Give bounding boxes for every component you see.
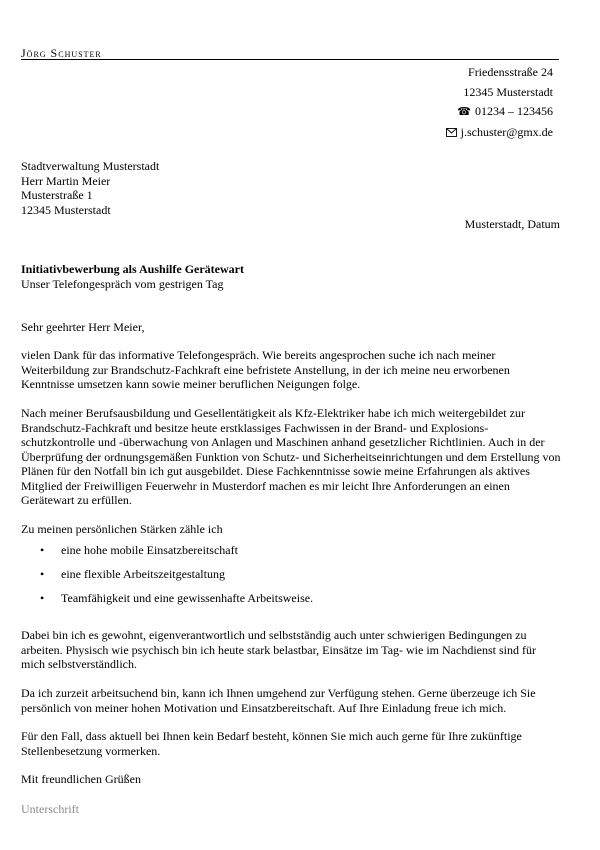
closing: Mit freundlichen Grüßen (21, 772, 141, 786)
recipient-street: Musterstraße 1 (21, 188, 93, 202)
list-item: • eine hohe mobile Einsatzbereitschaft (40, 543, 238, 557)
paragraph-future: Für den Fall, dass aktuell bei Ihnen kein Bedarf besteht, können Sie mich auch gerne für Ihre zukünftige Stellenbesetzung vormerken. (21, 729, 522, 758)
sender-email-line (446, 123, 553, 144)
sender-name: Jörg Schuster (21, 46, 102, 60)
strengths-intro: Zu meinen persönlichen Stärken zähle ich (21, 522, 223, 536)
paragraph-availability: Da ich zurzeit arbeitsuchend bin, kann ich Ihnen umgehend zur Verfügung stehen. Gerne überzeuge ich Sie persönlich von meiner hohen Motivation und Einsatzbereitschaft. Auf Ihre Einladung freue ich mich. (21, 686, 536, 715)
subject-reference: Unser Telefongespräch vom gestrigen Tag (21, 276, 224, 291)
bullet-icon: • (40, 543, 45, 557)
paragraph-qualifications: Nach meiner Berufsausbildung und Gesellentätigkeit als Kfz-Elektriker habe ich mich weitergebildet zur Brandschutz-Fachkraft und besitze heute erstklassiges Fachwissen in der Brand- und Explosions-schutzkontrolle und -überwachung von Anlagen und Maschinen anhand gesetzlicher Richtlinien. Auch in der Überprüfung der ordnungsgemäßen Funktion von Schutz- und Sicherheitseinrichtungen und dem Erstellung von Plänen für den Notfall bin ich gut ausgebildet. Diese Fachkenntnisse sowie meine Erfahrungen als aktives Mitglied der Freiwilligen Feuerwehr in Musterdorf machen es mir leicht Ihre Anforderungen an einen Gerätewart zu erfüllen. (21, 406, 561, 507)
salutation: Sehr geehrter Herr Meier, (21, 320, 145, 334)
date-line: Musterstadt, Datum (464, 217, 560, 231)
list-item: • Teamfähigkeit und eine gewissenhafte Arbeitsweise. (40, 591, 314, 605)
recipient-person: Herr Martin Meier (21, 173, 111, 188)
subject-block (21, 262, 244, 291)
phone-icon: ☎ (457, 106, 471, 118)
sender-city: 12345 Musterstadt (463, 84, 553, 99)
strengths-list (21, 541, 561, 613)
sender-address (446, 63, 553, 143)
header-rule (21, 59, 559, 60)
subject-title: Initiativbewerbung als Aushilfe Gerätewart (21, 262, 244, 276)
bullet-icon: • (40, 591, 45, 605)
recipient-organization: Stadtverwaltung Musterstadt (21, 159, 160, 173)
bullet-icon: • (40, 567, 45, 581)
paragraph-intro: vielen Dank für das informative Telefongespräch. Wie bereits angesprochen suche ich nach meiner Weiterbildung zur Brandschutz-Fachkraft eine befristete Anstellung, in der ich meine neu erworbenen Kenntnisse umsetzen kann sowie meiner beruflichen Neigungen folge. (21, 348, 510, 391)
list-item: • eine flexible Arbeitszeitgestaltung (40, 567, 225, 581)
sender-street: Friedensstraße 24 (468, 65, 553, 79)
sender-email[interactable]: j.schuster@gmx.de (460, 124, 553, 139)
sender-phone: 01234 – 123456 (475, 104, 553, 118)
envelope-icon (446, 124, 457, 144)
sender-phone-line (446, 102, 553, 123)
paragraph-work-style: Dabei bin ich es gewohnt, eigenverantwortlich und selbstständig auch unter schwierigen Bedingungen zu arbeiten. Physisch wie psychisch bin ich heute stark belastbar, Einsätze im Tag- wie im Nachdienst sind für mich selbstverständlich. (21, 628, 536, 671)
recipient-city: 12345 Musterstadt (21, 202, 111, 217)
recipient-address (21, 159, 159, 217)
signature-placeholder: Unterschrift (21, 802, 79, 816)
